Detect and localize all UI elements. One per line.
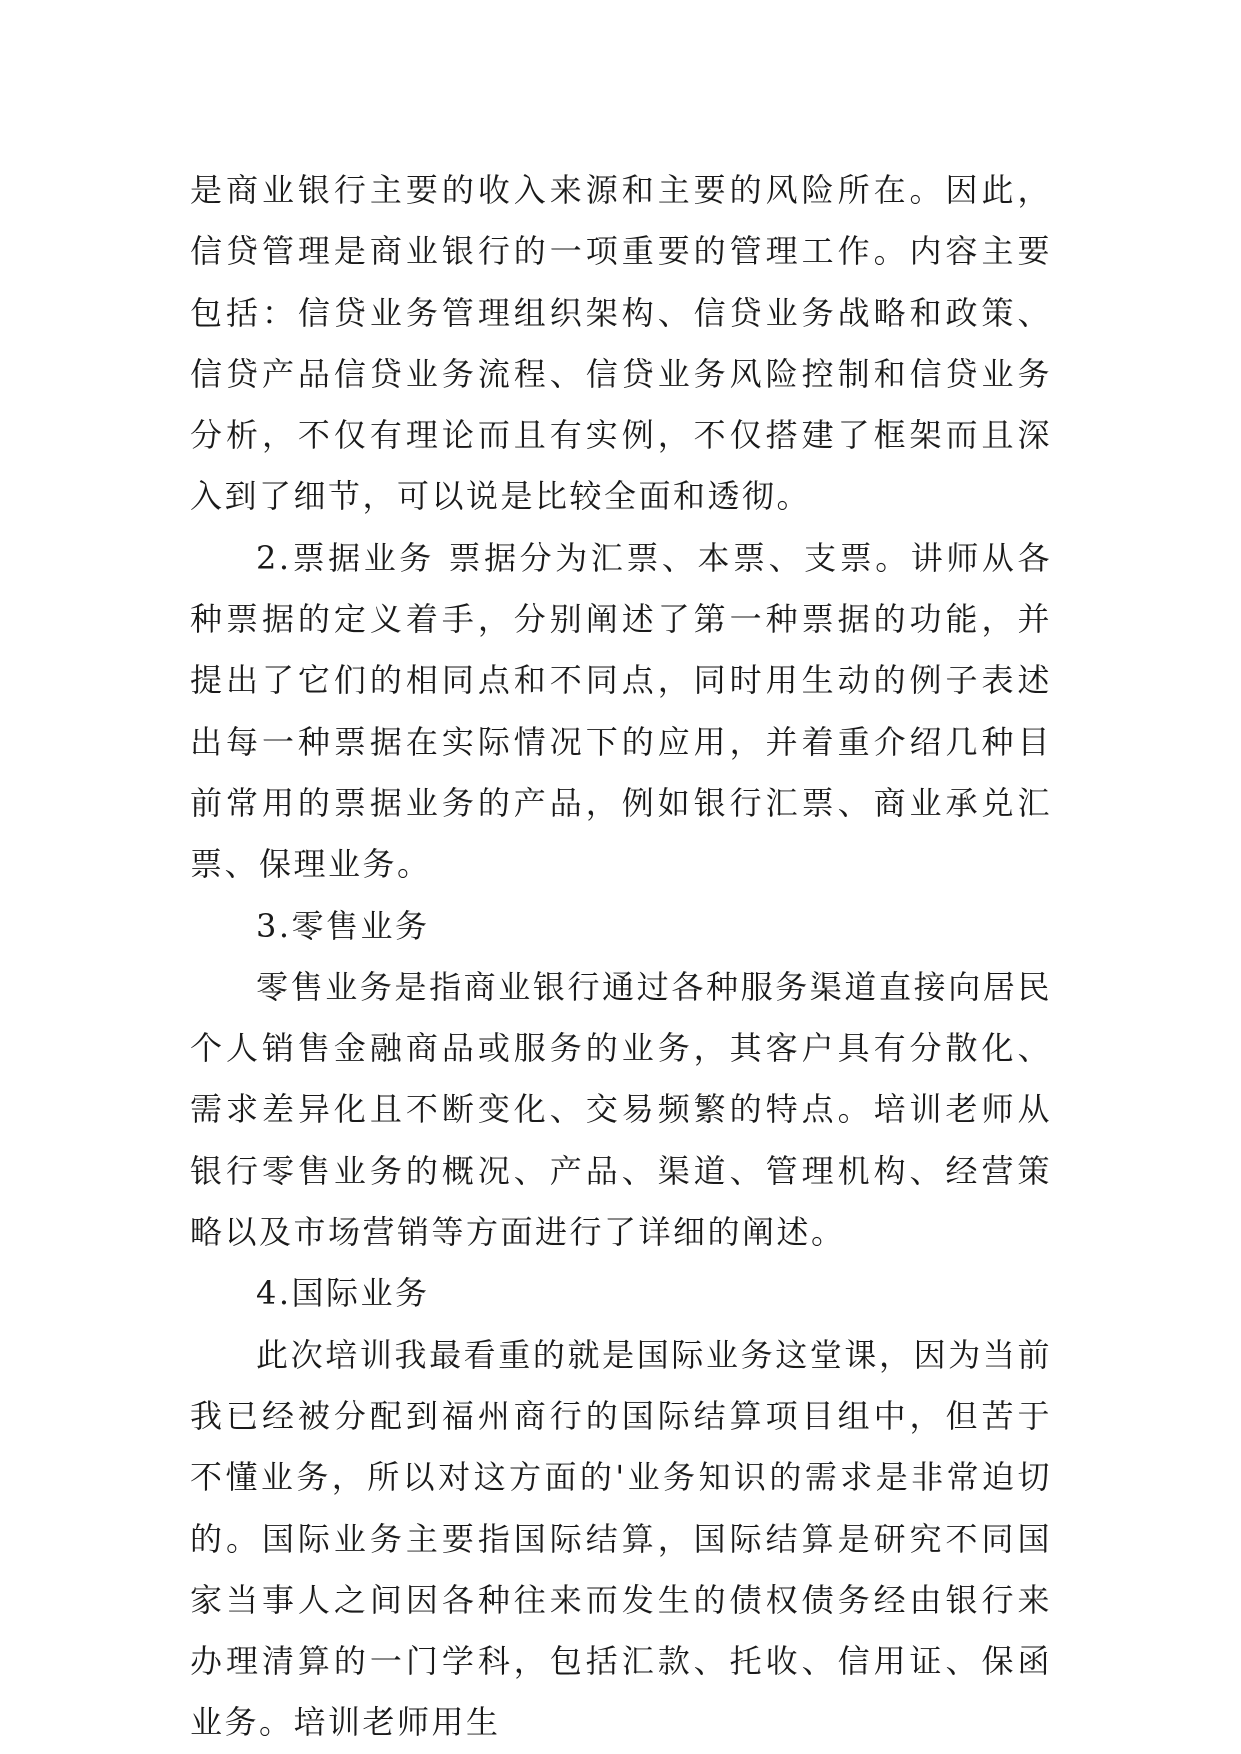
- paragraph-international-business: 此次培训我最看重的就是国际业务这堂课，因为当前我已经被分配到福州商行的国际结算项目组中，但苦于不懂业务，所以对这方面的'业务知识的需求是非常迫切的。国际业务主要指国际结算，国际结算是研究不同国家当事人之间因各种往来而发生的债权债务经由银行来办理清算的一门学科，包括汇款、托收、信用证、保函业务。培训老师用生: [190, 1335, 1052, 1742]
- heading-international-business: 4.国际业务: [256, 1274, 430, 1313]
- document-body: [190, 160, 1052, 1754]
- paragraph-credit-management: 是商业银行主要的收入来源和主要的风险所在。因此，信贷管理是商业银行的一项重要的管理工作。内容主要包括：信贷业务管理组织架构、信贷业务战略和政策、信贷产品信贷业务流程、信贷业务风险控制和信贷业务分析，不仅有理论而且有实例，不仅搭建了框架而且深入到了细节，可以说是比较全面和透彻。: [190, 171, 1052, 516]
- heading-retail-business: 3.零售业务: [256, 906, 430, 945]
- paragraph-retail-business: 零售业务是指商业银行通过各种服务渠道直接向居民个人销售金融商品或服务的业务，其客户具有分散化、需求差异化且不断变化、交易频繁的特点。培训老师从银行零售业务的概况、产品、渠道、管理机构、经营策略以及市场营销等方面进行了详细的阐述。: [190, 967, 1052, 1252]
- paragraph-bill-business: 2.票据业务 票据分为汇票、本票、支票。讲师从各种票据的定义着手，分别阐述了第一种票据的功能，并提出了它们的相同点和不同点，同时用生动的例子表述出每一种票据在实际情况下的应用，并着重介绍几种目前常用的票据业务的产品，例如银行汇票、商业承兑汇票、保理业务。: [190, 538, 1052, 884]
